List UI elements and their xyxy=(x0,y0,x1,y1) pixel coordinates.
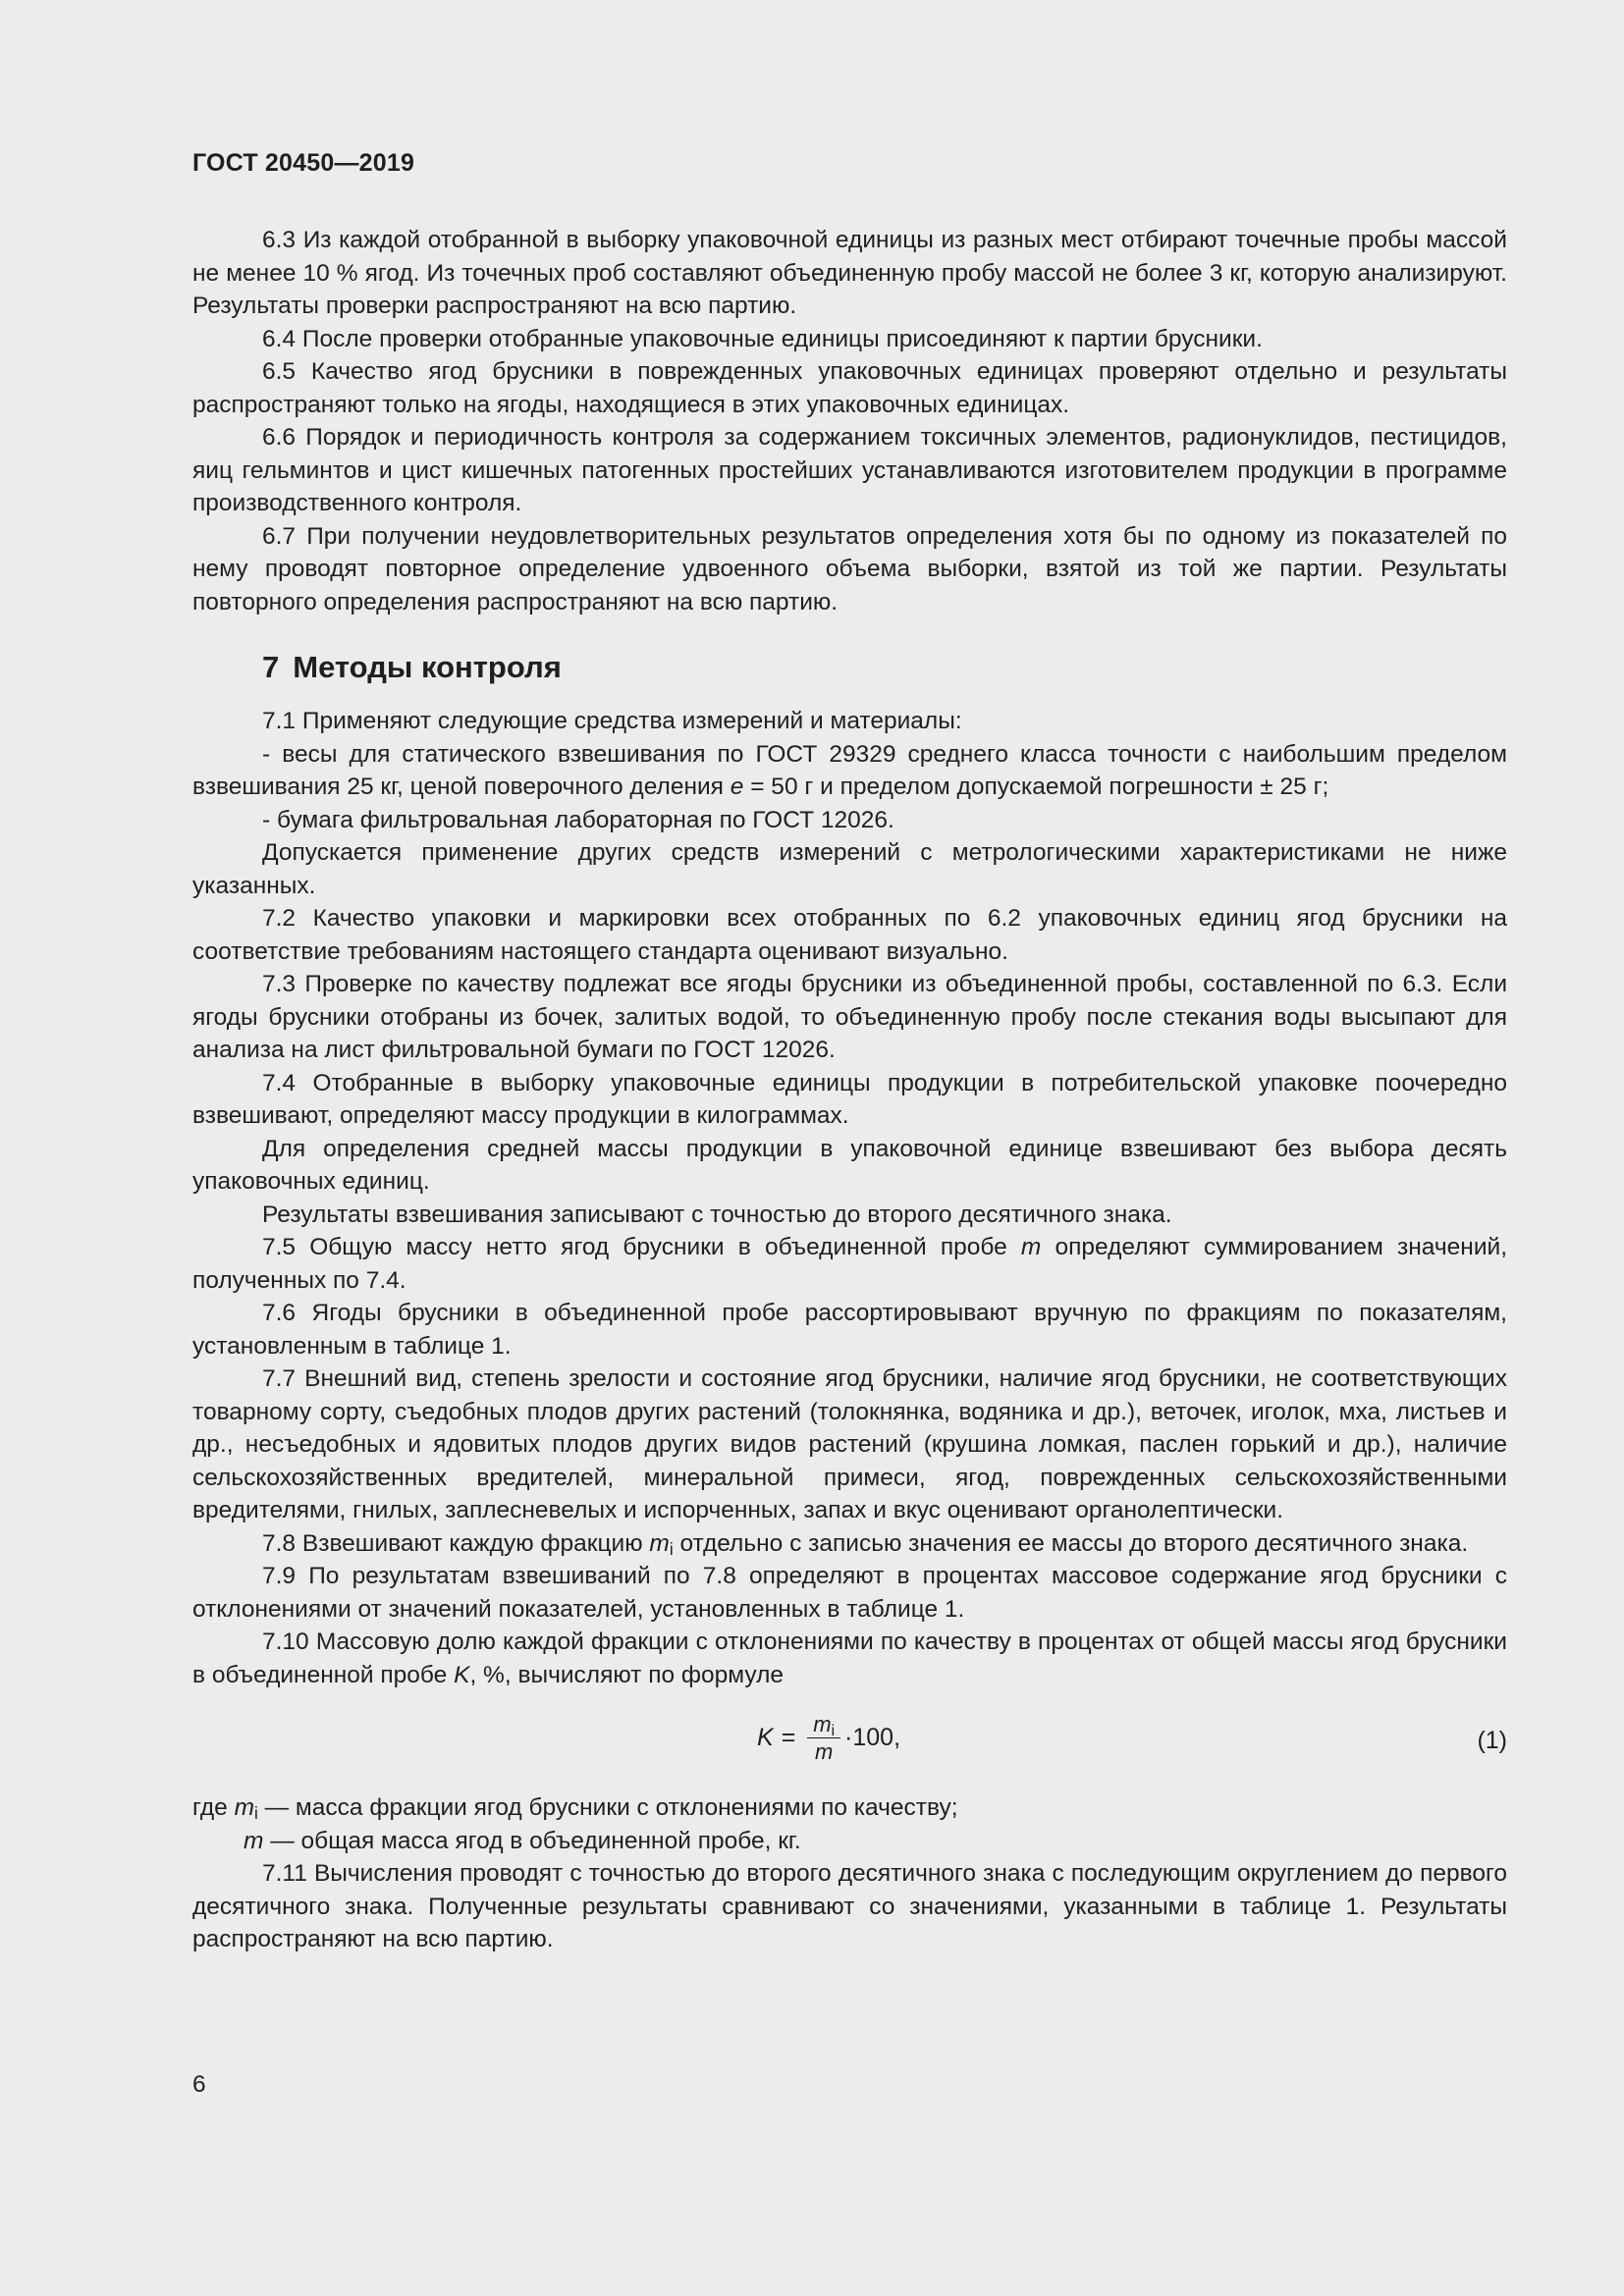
paragraph-7-4: 7.4 Отобранные в выборку упаковочные единицы продукции в потребительской упаковке поочередно взвешивают, определяют массу продукции в килограммах. xyxy=(192,1069,1507,1129)
paragraph-7-3: 7.3 Проверке по качеству подлежат все ягоды брусники из объединенной пробы, составленной по 6.3. Если ягоды брусники отобраны из бочек, залитых водой, то объединенную пробу после стекания воды высыпают для анализа на лист фильтровальной бумаги по ГОСТ 12026. xyxy=(192,971,1507,1063)
paragraph-7-5: 7.5 Общую массу нетто ягод брусники в объединенной пробе m определяют суммированием значений, полученных по 7.4. xyxy=(192,1234,1507,1294)
paragraph-7-1-allowance: Допускается применение других средств измерений с метрологическими характеристиками не ниже указанных. xyxy=(192,839,1507,899)
paragraph-6-3: 6.3 Из каждой отобранной в выборку упаковочной единицы из разных мест отбирают точечные пробы массой не менее 10 % ягод. Из точечных проб составляют объединенную пробу массой не более 3 кг, которую анализируют. Результаты проверки распространяют на всю партию. xyxy=(192,227,1507,319)
fraction-denominator: m xyxy=(815,1739,834,1764)
section-7-heading xyxy=(262,648,1507,687)
document-body xyxy=(192,224,1507,1956)
variable-m: m xyxy=(1020,1234,1042,1260)
paragraph-7-11: 7.11 Вычисления проводят с точностью до второго десятичного знака с последующим округлением до первого десятичного знака. Полученные результаты сравнивают со значениями, указанными в таблице 1. Результаты распространяют на всю партию. xyxy=(192,1860,1507,1952)
formula-tail: ·100, xyxy=(844,1723,901,1751)
paragraph-7-4-precision: Результаты взвешивания записывают с точностью до второго десятичного знака. xyxy=(262,1201,1172,1228)
section-title: Методы контроля xyxy=(293,650,562,684)
paragraph-6-7: 6.7 При получении неудовлетворительных результатов определения хотя бы по одному из показателей по нему проводят повторное определение удвоенного объема выборки, взятой из той же партии. Результаты повторного определения распространяют на всю партию. xyxy=(192,522,1507,615)
fraction-numerator: $m_i$ xyxy=(807,1711,840,1738)
paragraph-7-8: 7.8 Взвешивают каждую фракцию $m_i$ отдельно с записью значения ее массы до второго десятичного знака. xyxy=(262,1529,1469,1559)
paragraph-7-1: 7.1 Применяют следующие средства измерений и материалы: xyxy=(262,708,962,734)
where-line-mi: где $m_i$ — масса фракции ягод брусники с отклонениями по качеству; xyxy=(192,1794,958,1823)
list-item-filter-paper: - бумага фильтровальная лабораторная по ГОСТ 12026. xyxy=(262,806,894,833)
where-line-m: m — общая масса ягод в объединенной пробе, кг. xyxy=(244,1827,801,1854)
variable-k: K xyxy=(454,1661,470,1688)
variable-e: е xyxy=(730,774,744,800)
paragraph-7-2: 7.2 Качество упаковки и маркировки всех отобранных по 6.2 упаковочных единиц ягод брусники на соответствие требованиям настоящего стандарта оценивают визуально. xyxy=(192,905,1507,965)
variable-mi: m xyxy=(649,1529,670,1557)
formula-number: (1) xyxy=(1477,1727,1507,1754)
formula-equals: = xyxy=(781,1723,796,1751)
paragraph-7-10: 7.10 Массовую долю каждой фракции с отклонениями по качеству в процентах от общей массы ягод брусники в объединенной пробе K, %, вычисляют по формуле xyxy=(192,1629,1507,1688)
formula-expression xyxy=(757,1711,900,1765)
page-number: 6 xyxy=(192,2071,206,2098)
paragraph-6-4: 6.4 После проверки отобранные упаковочные единицы присоединяют к партии брусники. xyxy=(262,325,1263,352)
list-item-scales: - весы для статического взвешивания по ГОСТ 29329 среднего класса точности с наибольшим пределом взвешивания 25 кг, ценой поверочного деления е = 50 г и пределом допускаемой погрешности ± 25 г; xyxy=(192,740,1507,800)
document-code-header: ГОСТ 20450—2019 xyxy=(192,149,415,177)
paragraph-7-6: 7.6 Ягоды брусники в объединенной пробе рассортировывают вручную по фракциям по показателям, установленным в таблице 1. xyxy=(192,1300,1507,1360)
paragraph-7-4-average-mass: Для определения средней массы продукции в упаковочной единице взвешивают без выбора десять упаковочных единиц. xyxy=(192,1135,1507,1195)
paragraph-7-7: 7.7 Внешний вид, степень зрелости и состояние ягод брусники, наличие ягод брусники, не соответствующих товарному сорту, съедобных плодов других растений (толокнянка, водяника и др.), веточек, иголок, мха, листьев и др., несъедобных и ядовитых плодов других видов растений (крушина ломкая, паслен горький и др.), наличие сельскохозяйственных вредителей, минеральной примеси, ягод, поврежденных сельскохозяйственными вредителями, гнилых, заплесневелых и испорченных, запах и вкус оценивают органолептически. xyxy=(192,1365,1507,1523)
formula-fraction xyxy=(807,1711,840,1765)
paragraph-6-6: 6.6 Порядок и периодичность контроля за содержанием токсичных элементов, радионуклидов, пестицидов, яиц гельминтов и цист кишечных патогенных простейших устанавливаются изготовителем продукции в программе производственного контроля. xyxy=(192,424,1507,516)
paragraph-7-9: 7.9 По результатам взвешиваний по 7.8 определяют в процентах массовое содержание ягод брусники с отклонениями от значений показателей, установленных в таблице 1. xyxy=(192,1563,1507,1623)
paragraph-6-5: 6.5 Качество ягод брусники в поврежденных упаковочных единицах проверяют отдельно и результаты распространяют только на ягоды, находящиеся в этих упаковочных единицах. xyxy=(192,358,1507,418)
section-number: 7 xyxy=(262,650,280,684)
formula-1 xyxy=(192,1709,1507,1770)
formula-lhs: K xyxy=(757,1723,774,1751)
